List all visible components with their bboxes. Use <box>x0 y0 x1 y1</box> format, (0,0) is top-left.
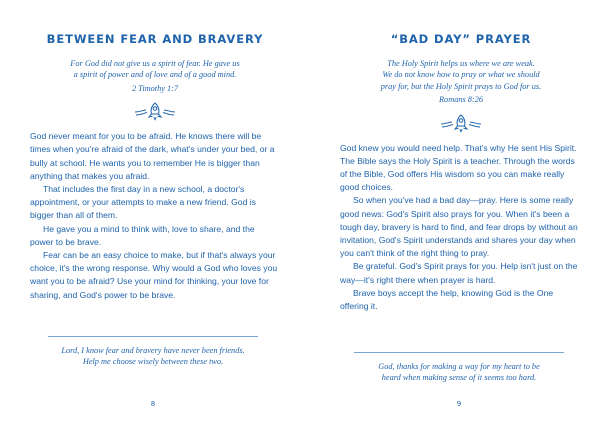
prayer-line: Help me choose wisely between these two. <box>82 357 224 367</box>
prayer-line: God, thanks for making a way for my heart to be <box>378 361 540 371</box>
divider <box>354 352 564 353</box>
page-number: 9 <box>456 400 462 408</box>
paragraph: That includes the first day in a new school, a doctor's appointment, or your attempts to make a new friend. God is bigger than all of them. <box>30 184 256 221</box>
prayer-line: heard when making sense of it seems too hard. <box>381 373 537 383</box>
scripture-reference: Romans 8:26 <box>438 95 484 105</box>
prayer-block <box>306 352 612 384</box>
scripture-verse <box>350 58 572 92</box>
verse-line: For God did not give us a spirit of fear. He gave us <box>70 59 240 68</box>
devotional-body <box>30 130 280 302</box>
paragraph: Brave boys accept the help, knowing God is the One offering it. <box>340 287 554 312</box>
verse-line: a spirit of power and of love and of a good mind. <box>73 70 237 80</box>
paragraph: God knew you would need help. That's why He sent His Spirit. The Bible says the Holy Spirit is a teacher. Through the words of the Bible, God offers His wisdom so you can make really good choices. <box>340 142 577 193</box>
prayer-text <box>354 361 564 384</box>
page-title: “BAD DAY” PRAYER <box>390 32 532 46</box>
prayer-block <box>0 336 306 368</box>
paragraph: So when you've had a bad day—pray. Here is some really good news: God's Spirit also prays for you. When it's been a tough day, bravery is hard to find, and fear drops by without an invitation, God's Spirit understands and shares your day when you can't think of the right thing to pray. <box>340 195 578 259</box>
page-title: BETWEEN FEAR AND BRAVERY <box>46 32 264 46</box>
divider <box>48 336 258 337</box>
scripture-reference: 2 Timothy 1:7 <box>131 83 179 93</box>
paragraph: Be grateful. God's Spirit prays for you. Help isn't just on the way—it's right there when prayer is hard. <box>340 261 578 285</box>
paragraph: Fear can be an easy choice to make, but if that's always your choice, it's the wrong response. Why would a God who loves you want you to be afraid? Use your mind for thinking, your love for sharing, and God's power to be brave. <box>30 250 278 300</box>
verse-line: pray for, but the Holy Spirit prays to God for us. <box>380 81 542 91</box>
rocket-icon <box>30 101 280 121</box>
verse-line: We do not know how to pray or what we should <box>382 70 540 80</box>
scripture-verse <box>40 58 270 81</box>
paragraph: God never meant for you to be afraid. He knows there will be times when you're afraid of the dark, what's under your bed, or a bully at school. He wants you to remember He is bigger than anything that makes you afraid. <box>30 131 275 181</box>
verse-line: The Holy Spirit helps us where we are weak. <box>387 59 535 68</box>
prayer-line: Lord, I know fear and bravery have never been friends. <box>61 345 245 355</box>
rocket-icon <box>340 113 582 133</box>
paragraph: He gave you a mind to think with, love to share, and the power to be brave. <box>30 223 255 247</box>
page-number: 8 <box>150 400 156 408</box>
prayer-text <box>48 345 258 368</box>
right-page <box>306 0 612 432</box>
devotional-body <box>340 142 582 314</box>
